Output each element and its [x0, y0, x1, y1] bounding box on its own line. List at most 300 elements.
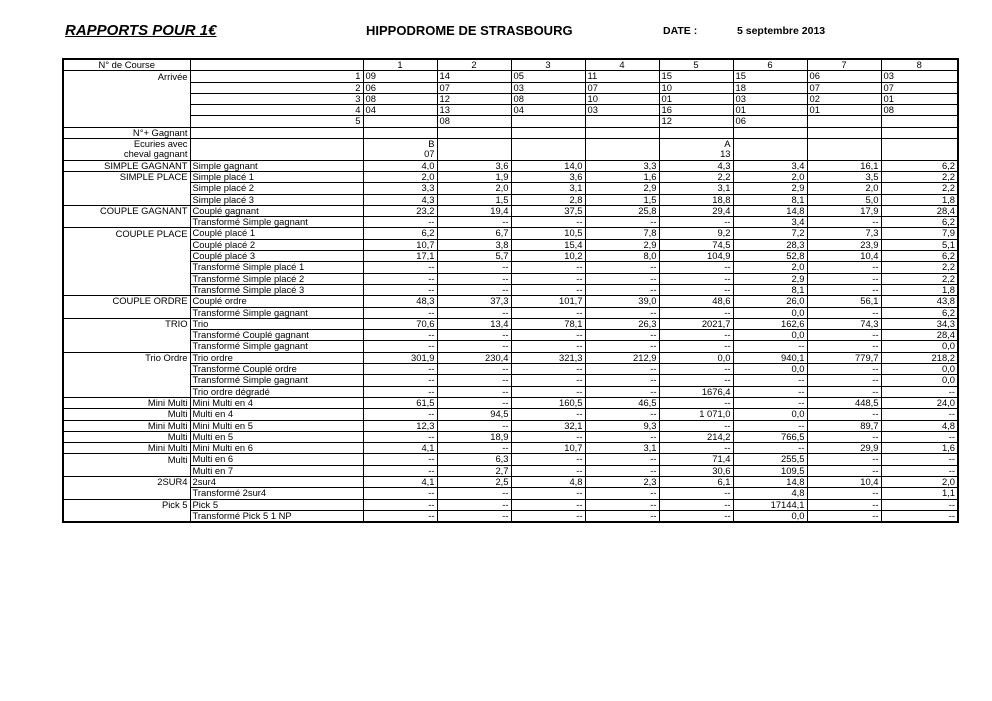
race-4-value: 26,3 [585, 318, 659, 329]
race-4-value: 7,8 [585, 228, 659, 239]
race-5-value: -- [659, 307, 733, 318]
table-row [63, 454, 958, 465]
race-2-value: -- [437, 307, 511, 318]
race-5-value: 10 [659, 82, 733, 93]
table-row [63, 397, 958, 408]
race-3-value: 10,5 [511, 228, 585, 239]
race-6-value: 109,5 [733, 465, 807, 476]
race-6-value: -- [733, 397, 807, 408]
date-label: DATE : [663, 25, 698, 37]
race-1-value: -- [363, 499, 437, 510]
race-2-value: -- [437, 262, 511, 273]
race-2-value: 14 [437, 71, 511, 82]
table-row [63, 59, 958, 71]
bet-category-cell [63, 510, 190, 522]
bet-category-cell [63, 82, 190, 93]
bet-type-cell: Mini Multi en 6 [190, 443, 363, 454]
bet-category-cell: N°+ Gagnant [63, 127, 190, 138]
race-8-value: 2,2 [881, 171, 958, 182]
race-7-value: 3,5 [807, 171, 881, 182]
race-7-value: -- [807, 488, 881, 499]
race-6-value: -- [733, 375, 807, 386]
table-row [63, 262, 958, 273]
race-2-value [437, 149, 511, 160]
race-2-value: 12 [437, 93, 511, 104]
bet-category-cell: Multi [63, 431, 190, 442]
race-4-value: -- [585, 510, 659, 522]
race-6-value: 2,0 [733, 262, 807, 273]
race-8-value: 08 [881, 105, 958, 116]
race-3-value: 04 [511, 105, 585, 116]
race-5-value: -- [659, 364, 733, 375]
race-5-value: 18,8 [659, 194, 733, 205]
race-6-value: 2,9 [733, 273, 807, 284]
bet-category-cell [63, 307, 190, 318]
race-7-value: -- [807, 431, 881, 442]
race-2-value: -- [437, 284, 511, 295]
bet-type-cell: 5 [190, 116, 363, 127]
race-6-value: 940,1 [733, 352, 807, 363]
bet-type-cell: Couplé placé 2 [190, 239, 363, 250]
table-row [63, 420, 958, 431]
bet-category-cell: COUPLE ORDRE [63, 296, 190, 307]
bet-type-cell: Transformé 2sur4 [190, 488, 363, 499]
race-1-value: 07 [363, 149, 437, 160]
race-4-value: 2,9 [585, 239, 659, 250]
race-5-value: 15 [659, 71, 733, 82]
race-8-value: -- [881, 386, 958, 397]
race-2-value: 1,5 [437, 194, 511, 205]
bet-category-cell [63, 116, 190, 127]
race-2-value: -- [437, 330, 511, 341]
race-5-value: 9,2 [659, 228, 733, 239]
bet-type-cell [190, 149, 363, 160]
race-7-value: 74,3 [807, 318, 881, 329]
race-8-value: 0,0 [881, 375, 958, 386]
race-7-value: -- [807, 364, 881, 375]
race-6-value: 2,9 [733, 183, 807, 194]
race-8-value: 01 [881, 93, 958, 104]
bet-type-cell: Transformé Simple gagnant [190, 307, 363, 318]
race-1-value: -- [363, 454, 437, 465]
race-2-value: 07 [437, 82, 511, 93]
race-5-value: -- [659, 284, 733, 295]
bet-category-cell: TRIO [63, 318, 190, 329]
table-row [63, 499, 958, 510]
race-2-value: 2,5 [437, 476, 511, 487]
bet-type-cell: Transformé Simple gagnant [190, 375, 363, 386]
table-row [63, 352, 958, 363]
race-5-value: 13 [659, 149, 733, 160]
bet-type-cell: Transformé Simple placé 2 [190, 273, 363, 284]
race-6-value: 3,4 [733, 217, 807, 228]
bet-type-cell: Multi en 6 [190, 454, 363, 465]
bet-type-cell: Multi en 4 [190, 409, 363, 420]
bet-type-cell: Mini Multi en 5 [190, 420, 363, 431]
race-3-value: -- [511, 431, 585, 442]
race-4-value: 9,3 [585, 420, 659, 431]
bet-type-cell: Transformé Couplé ordre [190, 364, 363, 375]
race-8-value: -- [881, 465, 958, 476]
race-5-value: -- [659, 510, 733, 522]
table-row [63, 217, 958, 228]
race-2-value: 2,0 [437, 183, 511, 194]
race-1-value: -- [363, 307, 437, 318]
table-row [63, 183, 958, 194]
race-7-value: 56,1 [807, 296, 881, 307]
bet-category-cell: Pick 5 [63, 499, 190, 510]
race-1-value: -- [363, 273, 437, 284]
bet-category-cell: Ecuries avec [63, 139, 190, 150]
race-3-value: 4,8 [511, 476, 585, 487]
race-2-value: -- [437, 375, 511, 386]
race-6-value: 03 [733, 93, 807, 104]
table-row [63, 251, 958, 262]
race-5-value [659, 127, 733, 138]
race-3-value: -- [511, 307, 585, 318]
bet-category-cell: SIMPLE PLACE [63, 171, 190, 182]
race-1-value: 70,6 [363, 318, 437, 329]
race-8-value: 1,6 [881, 443, 958, 454]
race-3-value: -- [511, 465, 585, 476]
report-title: RAPPORTS POUR 1€ [65, 22, 217, 39]
table-row [63, 443, 958, 454]
bet-category-cell [63, 194, 190, 205]
race-4-value: 1,6 [585, 171, 659, 182]
race-5-value: -- [659, 341, 733, 352]
race-7-value: -- [807, 284, 881, 295]
table-row [63, 296, 958, 307]
bet-category-cell [63, 262, 190, 273]
race-1-value: 48,3 [363, 296, 437, 307]
table-row [63, 71, 958, 82]
race-1-value: 2,0 [363, 171, 437, 182]
race-3-value: 3,1 [511, 183, 585, 194]
race-4-value: -- [585, 488, 659, 499]
race-5-value: -- [659, 262, 733, 273]
table-row [63, 488, 958, 499]
bet-type-cell: Trio ordre [190, 352, 363, 363]
table-row [63, 105, 958, 116]
bet-category-cell: SIMPLE GAGNANT [63, 160, 190, 171]
race-5-value: -- [659, 397, 733, 408]
race-4-value: 46,5 [585, 397, 659, 408]
race-8-value: 2,2 [881, 273, 958, 284]
race-5-value: -- [659, 420, 733, 431]
race-1-value: 6,2 [363, 228, 437, 239]
race-6-value [733, 139, 807, 150]
race-3-value: -- [511, 284, 585, 295]
race-8-value: 1,8 [881, 194, 958, 205]
bet-category-cell [63, 386, 190, 397]
race-7-value: 10,4 [807, 476, 881, 487]
table-row [63, 239, 958, 250]
race-4-value: -- [585, 341, 659, 352]
race-8-value: 6,2 [881, 251, 958, 262]
race-3-value: -- [511, 386, 585, 397]
race-2-value: -- [437, 364, 511, 375]
table-row [63, 476, 958, 487]
race-5-value: 30,6 [659, 465, 733, 476]
race-1-value: 4,0 [363, 160, 437, 171]
bet-type-cell: 1 [190, 71, 363, 82]
race-6-value: -- [733, 386, 807, 397]
race-5-value: 16 [659, 105, 733, 116]
race-1-value: -- [363, 330, 437, 341]
race-7-value [807, 139, 881, 150]
table-row [63, 139, 958, 150]
bet-type-cell [190, 59, 363, 71]
race-1-value: 3,3 [363, 183, 437, 194]
table-row [63, 273, 958, 284]
race-7-value: -- [807, 386, 881, 397]
race-3-value: -- [511, 262, 585, 273]
race-4-value: 10 [585, 93, 659, 104]
bet-category-cell [63, 465, 190, 476]
race-1-value: 09 [363, 71, 437, 82]
race-8-value: 8 [881, 59, 958, 71]
bet-category-cell [63, 284, 190, 295]
race-3-value: 05 [511, 71, 585, 82]
race-2-value: -- [437, 488, 511, 499]
race-2-value [437, 127, 511, 138]
race-3-value [511, 127, 585, 138]
bet-type-cell: Mini Multi en 4 [190, 397, 363, 408]
race-6-value: 3,4 [733, 160, 807, 171]
table-row [63, 171, 958, 182]
race-2-value [437, 139, 511, 150]
race-6-value [733, 149, 807, 160]
table-row [63, 205, 958, 216]
race-3-value: -- [511, 409, 585, 420]
bet-category-cell [63, 183, 190, 194]
race-4-value: 212,9 [585, 352, 659, 363]
bet-category-cell: Arrivée [63, 71, 190, 82]
race-4-value [585, 127, 659, 138]
race-1-value: -- [363, 409, 437, 420]
bet-category-cell: Mini Multi [63, 443, 190, 454]
race-4-value: -- [585, 454, 659, 465]
hippodrome-name: HIPPODROME DE STRASBOURG [366, 23, 573, 38]
race-1-value: 12,3 [363, 420, 437, 431]
race-1-value: -- [363, 465, 437, 476]
race-8-value: 43,8 [881, 296, 958, 307]
bet-type-cell: Transformé Simple placé 1 [190, 262, 363, 273]
table-row [63, 127, 958, 138]
race-4-value: -- [585, 364, 659, 375]
race-8-value: 6,2 [881, 160, 958, 171]
race-3-value: 3 [511, 59, 585, 71]
race-4-value: 1,5 [585, 194, 659, 205]
race-1-value: 1 [363, 59, 437, 71]
race-8-value [881, 149, 958, 160]
race-5-value: 4,3 [659, 160, 733, 171]
race-8-value: 1,1 [881, 488, 958, 499]
race-6-value: 6 [733, 59, 807, 71]
race-4-value: 2,3 [585, 476, 659, 487]
bet-type-cell: Pick 5 [190, 499, 363, 510]
bet-type-cell: 3 [190, 93, 363, 104]
race-7-value: 06 [807, 71, 881, 82]
race-3-value: 160,5 [511, 397, 585, 408]
race-8-value: -- [881, 431, 958, 442]
race-2-value: 18,9 [437, 431, 511, 442]
race-6-value: 28,3 [733, 239, 807, 250]
race-6-value: 17144,1 [733, 499, 807, 510]
race-5-value: 71,4 [659, 454, 733, 465]
bet-type-cell: Multi en 5 [190, 431, 363, 442]
race-4-value: -- [585, 386, 659, 397]
race-8-value: 218,2 [881, 352, 958, 363]
race-2-value: -- [437, 217, 511, 228]
race-5-value: A [659, 139, 733, 150]
race-2-value: -- [437, 273, 511, 284]
race-7-value [807, 149, 881, 160]
bet-category-cell: cheval gagnant [63, 149, 190, 160]
race-8-value: -- [881, 454, 958, 465]
bet-type-cell: Transformé Simple gagnant [190, 341, 363, 352]
race-5-value: -- [659, 488, 733, 499]
race-3-value: -- [511, 341, 585, 352]
race-4-value: -- [585, 307, 659, 318]
race-7-value: -- [807, 465, 881, 476]
race-4-value: 3,1 [585, 443, 659, 454]
race-4-value: 11 [585, 71, 659, 82]
race-7-value: -- [807, 262, 881, 273]
race-6-value: 8,1 [733, 194, 807, 205]
race-1-value [363, 127, 437, 138]
table-row [63, 375, 958, 386]
rapports-table [62, 58, 959, 523]
bet-category-cell [63, 341, 190, 352]
race-6-value: 0,0 [733, 330, 807, 341]
bet-category-cell [63, 330, 190, 341]
race-6-value: -- [733, 420, 807, 431]
race-7-value: 16,1 [807, 160, 881, 171]
bet-category-cell: Multi [63, 409, 190, 420]
race-5-value: 74,5 [659, 239, 733, 250]
race-7-value: -- [807, 330, 881, 341]
race-8-value: 2,2 [881, 262, 958, 273]
race-6-value: 14,8 [733, 476, 807, 487]
race-1-value: 06 [363, 82, 437, 93]
race-3-value: -- [511, 273, 585, 284]
table-row [63, 93, 958, 104]
race-4-value: -- [585, 465, 659, 476]
race-6-value: 01 [733, 105, 807, 116]
race-6-value: 8,1 [733, 284, 807, 295]
race-6-value: 06 [733, 116, 807, 127]
race-2-value: 6,3 [437, 454, 511, 465]
race-5-value: 0,0 [659, 352, 733, 363]
table-row [63, 386, 958, 397]
race-1-value: -- [363, 431, 437, 442]
race-5-value: -- [659, 375, 733, 386]
race-7-value: -- [807, 273, 881, 284]
race-7-value: -- [807, 307, 881, 318]
race-8-value: 0,0 [881, 364, 958, 375]
race-7-value: -- [807, 499, 881, 510]
race-1-value: 17,1 [363, 251, 437, 262]
race-6-value: 255,5 [733, 454, 807, 465]
race-3-value: 10,2 [511, 251, 585, 262]
race-2-value: 5,7 [437, 251, 511, 262]
race-7-value: -- [807, 375, 881, 386]
race-4-value [585, 139, 659, 150]
table-row [63, 160, 958, 171]
race-4-value: 8,0 [585, 251, 659, 262]
table-row [63, 318, 958, 329]
race-6-value: 4,8 [733, 488, 807, 499]
race-2-value: -- [437, 397, 511, 408]
race-5-value: 3,1 [659, 183, 733, 194]
race-3-value: -- [511, 364, 585, 375]
race-5-value: 1676,4 [659, 386, 733, 397]
race-8-value: 1,8 [881, 284, 958, 295]
race-4-value: 2,9 [585, 183, 659, 194]
race-4-value: 07 [585, 82, 659, 93]
bet-type-cell: Simple gagnant [190, 160, 363, 171]
table-row [63, 82, 958, 93]
bet-type-cell: Couplé gagnant [190, 205, 363, 216]
race-1-value: 301,9 [363, 352, 437, 363]
table-row [63, 431, 958, 442]
race-7-value: 7,3 [807, 228, 881, 239]
bet-category-cell [63, 364, 190, 375]
race-6-value: 0,0 [733, 510, 807, 522]
race-7-value: -- [807, 454, 881, 465]
race-7-value: 5,0 [807, 194, 881, 205]
race-3-value: 101,7 [511, 296, 585, 307]
race-3-value: -- [511, 510, 585, 522]
race-5-value: 01 [659, 93, 733, 104]
race-7-value: -- [807, 409, 881, 420]
race-5-value: 104,9 [659, 251, 733, 262]
race-2-value: 2,7 [437, 465, 511, 476]
race-3-value: 2,8 [511, 194, 585, 205]
race-8-value [881, 116, 958, 127]
table-row [63, 284, 958, 295]
race-7-value: 23,9 [807, 239, 881, 250]
race-3-value: -- [511, 499, 585, 510]
race-5-value: 214,2 [659, 431, 733, 442]
race-3-value: -- [511, 217, 585, 228]
table-row [63, 116, 958, 127]
race-7-value: 01 [807, 105, 881, 116]
race-2-value: 6,7 [437, 228, 511, 239]
bet-type-cell: 4 [190, 105, 363, 116]
race-7-value [807, 116, 881, 127]
bet-category-cell: Trio Ordre [63, 352, 190, 363]
bet-type-cell: 2 [190, 82, 363, 93]
race-3-value [511, 149, 585, 160]
race-8-value: 7,9 [881, 228, 958, 239]
race-3-value [511, 139, 585, 150]
race-3-value: 78,1 [511, 318, 585, 329]
bet-category-cell [63, 273, 190, 284]
race-1-value: 23,2 [363, 205, 437, 216]
race-4-value [585, 149, 659, 160]
bet-category-cell [63, 93, 190, 104]
race-1-value: -- [363, 341, 437, 352]
bet-type-cell: Trio [190, 318, 363, 329]
bet-category-cell: Mini Multi [63, 420, 190, 431]
table-row [63, 510, 958, 522]
race-5-value: -- [659, 330, 733, 341]
race-3-value: 32,1 [511, 420, 585, 431]
race-3-value: 14,0 [511, 160, 585, 171]
race-8-value: 0,0 [881, 341, 958, 352]
